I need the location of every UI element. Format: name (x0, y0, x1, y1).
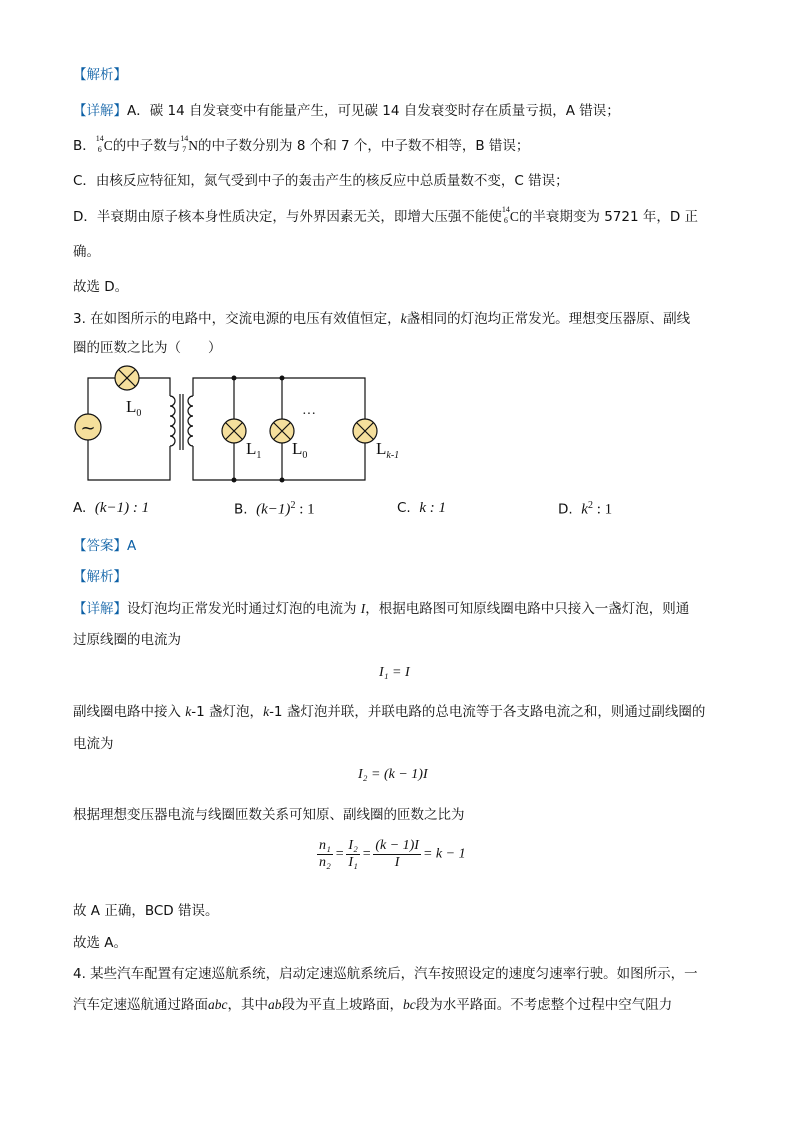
option-c[interactable]: C. k : 1 (397, 500, 446, 516)
option-a[interactable]: A. (k−1) : 1 (73, 500, 150, 516)
circuit-diagram (72, 362, 400, 487)
option-b[interactable]: B. $(k-1)^2$ : 1 (234, 500, 315, 518)
equation-ratio: $\frac{\text{n₁}}{\text{n₂}}$ = $\frac{\text{I₂}}{\text{I₁}}$ = $\frac{(k - 1)I}{I}$ = k − 1 (319, 838, 466, 870)
choose-line: 故选 A。 (73, 935, 128, 951)
ac-source-icon (75, 414, 101, 440)
detail-label: 【详解】 (73, 103, 127, 119)
q3-secondary-line1: 副线圈电路中接入 k-1 盏灯泡，k-1 盏灯泡并联，并联电路的总电流等于各支路电流之和，则通过副线圈的 (73, 704, 706, 720)
carbon-isotope: 14 6 C (95, 134, 113, 154)
lamp-label-1: $L_1$ (246, 439, 262, 461)
detail-line-a (73, 102, 620, 120)
detail-line-d-cont: 确。 (73, 244, 100, 260)
option-d[interactable]: D. $k^2$ : 1 (558, 500, 613, 518)
lamp-icon (353, 419, 377, 443)
lamp-label-primary: $L_0$ (126, 397, 142, 419)
q3-stem-line2: 圈的匝数之比为（ ） (73, 340, 222, 356)
lamp-icon (115, 366, 139, 390)
choose-line: 故选 D。 (73, 279, 129, 295)
lamp-icon (270, 419, 294, 443)
carbon-isotope: 14 6 C (501, 205, 519, 225)
lamp-icon (222, 419, 246, 443)
detail-line-b: B． 14 6 C的中子数与 14 7 N的中子数分别为 8 个和 7 个，中子数不相等，B 错误； (73, 134, 530, 154)
lamp-label-last: $L_{k-1}$ (376, 439, 400, 461)
svg-text:~: ~ (80, 418, 96, 439)
nitrogen-isotope: 14 7 N (180, 134, 199, 154)
equation-i1: I₁ = I (379, 665, 410, 680)
conclusion-line: 故 A 正确，BCD 错误。 (73, 903, 219, 919)
ratio-intro: 根据理想变压器电流与线圈匝数关系可知原、副线圈的匝数之比为 (73, 807, 465, 823)
q3-secondary-line2: 电流为 (73, 736, 114, 752)
analysis-heading: 【解析】 (73, 569, 127, 585)
q3-detail-line1: 【详解】设灯泡均正常发光时通过灯泡的电流为 I，根据电路图可知原线圈电路中只接入一盏灯泡，则通 (73, 601, 690, 617)
answer-line: 【答案】A (73, 538, 137, 554)
q3-detail-line2: 过原线圈的电流为 (73, 632, 181, 648)
q4-stem-line1: 4. 某些汽车配置有定速巡航系统，启动定速巡航系统后，汽车按照设定的速度匀速率行驶。如图所示，一 (73, 966, 698, 982)
lamp-label-2: $L_0$ (292, 439, 308, 461)
option-a-analysis: A．碳 14 自发衰变中有能量产生，可见碳 14 自发衰变时存在质量亏损，A 错误； (127, 103, 620, 119)
ellipsis-dots: ··· (302, 407, 316, 422)
analysis-heading: 【解析】 (73, 67, 127, 83)
detail-line-c: C．由核反应特征知，氮气受到中子的轰击产生的核反应中总质量数不变，C 错误； (73, 173, 569, 189)
q4-stem-line2: 汽车定速巡航通过路面abc，其中ab段为平直上坡路面，bc段为水平路面。不考虑整个过程中空气阻力 (73, 997, 673, 1013)
detail-line-d: D．半衰期由原子核本身性质决定，与外界因素无关，即增大压强不能使 14 6 C的半衰期变为 5721 年，D 正 (73, 205, 699, 225)
equation-i2: I₂ = (k − 1)I (358, 767, 428, 782)
q3-stem-line1: 3. 在如图所示的电路中，交流电源的电压有效值恒定，k盏相同的灯泡均正常发光。理想变压器原、副线 (73, 311, 691, 327)
